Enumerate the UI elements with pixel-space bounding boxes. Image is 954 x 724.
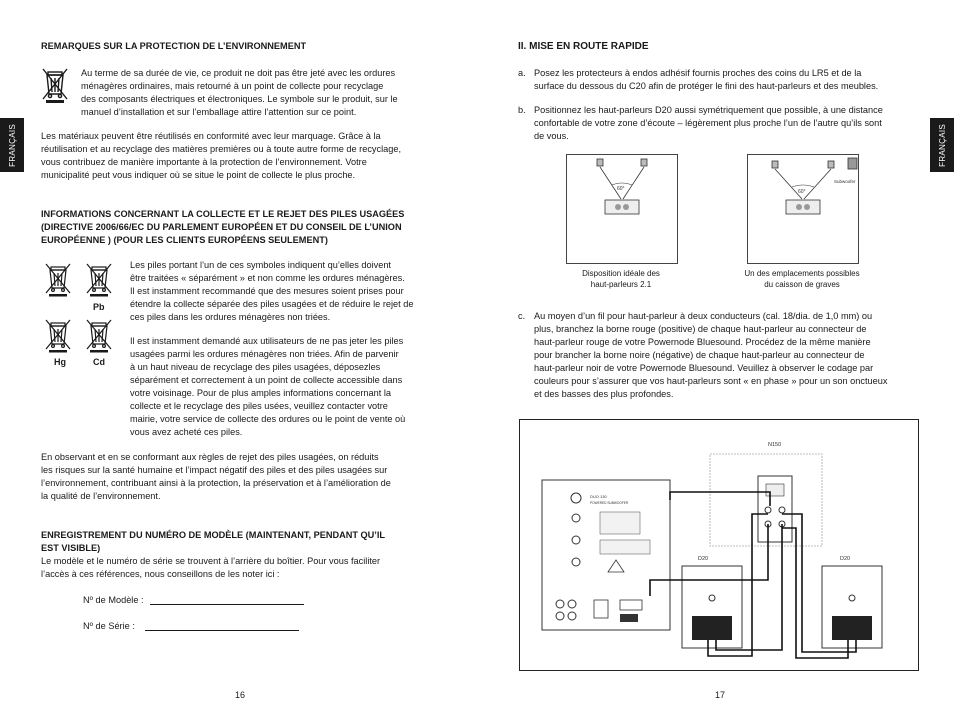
subwoofer-marker: [848, 158, 857, 169]
fig2-angle: 60°: [798, 189, 806, 195]
battery-bin-icon: [46, 264, 70, 297]
env-intro: Au terme de sa durée de vie, ce produit ne doit pas être jeté avec les ordures ménagères ordinaires, mais retourné à un point de collecte pour recyclage des composants électriques et électroniques. Le symbole sur le produit, sur le manuel d’installation et sur l’emballage attire l’attention sur ce point.: [81, 68, 398, 117]
serial-number-field[interactable]: Nº de Série :: [83, 620, 299, 631]
left-speaker-label: D20: [698, 556, 709, 562]
battery-para1: Les piles portant l’un de ces symboles indiquent qu’elles doivent être traitées « séparément » et non comme les ordures ménagères. Il est instamment recommandé que des mesures soient prises pour étendre la collecte séparée des piles usagées et de réduire le rejet de ces piles dans les ordures ménagères non triées.: [130, 260, 414, 322]
hg-label: Hg: [54, 357, 66, 367]
right-speaker-label: D20: [840, 556, 851, 562]
language-tab: FRANÇAIS: [0, 118, 24, 172]
wiring-diagram: [519, 419, 919, 671]
battery-bin-hg-icon: [46, 320, 70, 353]
left-speaker-marker: [597, 159, 603, 166]
battery-para2: Il est instamment demandé aux utilisateurs de ne pas jeter les piles usagées parmi les ordures ménagères non triées. Afin de parvenir à un haut niveau de recyclage des piles usagées, déposezles séparément et correctement à un point de collecte accessible dans votre voisinage. Pour de plus amples informations concernant la collecte et le recyclage des piles usées, veuillez contacter votre mairie, votre service de collecte des ordures ou le point de vente où vous avez acheté ces piles.: [130, 336, 406, 437]
node-label: N150: [768, 442, 782, 448]
page-number-right: 17: [715, 690, 726, 700]
fig1-angle: 60°: [617, 186, 625, 192]
right-speaker-marker: [828, 161, 834, 168]
listener-couch: [786, 200, 820, 214]
quick-start-heading: II. MISE EN ROUTE RAPIDE: [518, 41, 649, 52]
page-right: [477, 0, 954, 724]
fig2-sub-label: Subwoofer: [834, 179, 856, 184]
step-c: c. Au moyen d’un fil pour haut-parleur à deux conducteurs (cal. 18/dia. de 1,0 mm) ou plus, branchez la borne rouge (positive) de chaque haut-parleur au connecteur de haut-parleur rouge de votre Powernode Bluesound. Procédez de la même manière pour brancher la borne noire (négative) de chaque haut-parleur au connecteur de haut-parleur noir de votre Powernode Bluesound. Veuillez à observer le codage par couleurs pour s’assurer que vos haut-parleurs sont « en phase » pour un son onctueux et des basses des plus profondes.: [518, 311, 888, 399]
model-number-field[interactable]: Nº de Modèle :: [83, 594, 304, 605]
weee-bin-icon: [40, 66, 70, 104]
fig2-caption: Un des emplacements possibles du caisson de graves: [744, 269, 860, 289]
left-speaker-marker: [772, 161, 778, 168]
sub-brand-line1: DUO 130: [590, 494, 607, 499]
pb-label: Pb: [93, 302, 105, 312]
language-tab: FRANÇAIS: [930, 118, 954, 172]
battery-heading: INFORMATIONS CONCERNANT LA COLLECTE ET LE REJET DES PILES USAGÉES (DIRECTIVE 2006/66/EC DU PARLEMENT EUROPÉEN ET DU CONSEIL DE L’UNION EUROPÉENNE ) (POUR LES CLIENTS EUROPÉENS SEULEMENT): [41, 209, 405, 245]
right-speaker-marker: [641, 159, 647, 166]
step-a: a. Posez les protecteurs à endos adhésif fournis proches des coins du LR5 et de la surface du dessous du C20 afin de protéger le fini des haut-parleurs et des meubles.: [518, 68, 879, 91]
listener-couch: [605, 200, 639, 214]
env-body: Les matériaux peuvent être réutilisés en conformité avec leur marquage. Grâce à la réutilisation et au recyclage des matières premières ou à toute autre forme de recyclage, vous contribuez de manière importante à la protection de l’environnement. Votre municipalité peut vous indiquer où se situe le point de collecte le plus proche.: [41, 131, 402, 180]
registration-heading: ENREGISTREMENT DU NUMÉRO DE MODÈLE (MAINTENANT, PENDANT QU’IL EST VISIBLE): [41, 530, 386, 553]
battery-para3: En observant et en se conformant aux règles de rejet des piles usagées, on réduits les risques sur la santé humaine et l’impact négatif des piles et des piles usagées sur l’environnement, contribuant ainsi à la protection, la préservation et à l’amélioration de la qualité de l’environnement.: [41, 452, 391, 501]
fig1-caption: Disposition idéale des haut-parleurs 2.1: [582, 269, 660, 289]
cd-label: Cd: [93, 357, 105, 367]
battery-symbols: [40, 262, 122, 372]
sub-brand-line2: POWERED SUBWOOFER: [590, 501, 629, 505]
battery-bin-pb-icon: [87, 264, 111, 297]
battery-bin-cd-icon: [87, 320, 111, 353]
page-number-left: 16: [235, 690, 246, 700]
env-heading: REMARQUES SUR LA PROTECTION DE L’ENVIRONNEMENT: [41, 41, 307, 51]
placement-diagram-subwoofer: [747, 154, 859, 264]
placement-diagram-ideal: [566, 154, 678, 264]
step-b: b. Positionnez les haut-parleurs D20 aussi symétriquement que possible, à une distance confortable de votre zone d’écoute – légèrement plus proche l’un de l’autre qu’ils sont de vous.: [518, 105, 883, 141]
registration-body: Le modèle et le numéro de série se trouvent à l’arrière du boîtier. Pour vous faciliter l’accès à ces références, nous conseillons de les noter ici :: [41, 556, 381, 579]
